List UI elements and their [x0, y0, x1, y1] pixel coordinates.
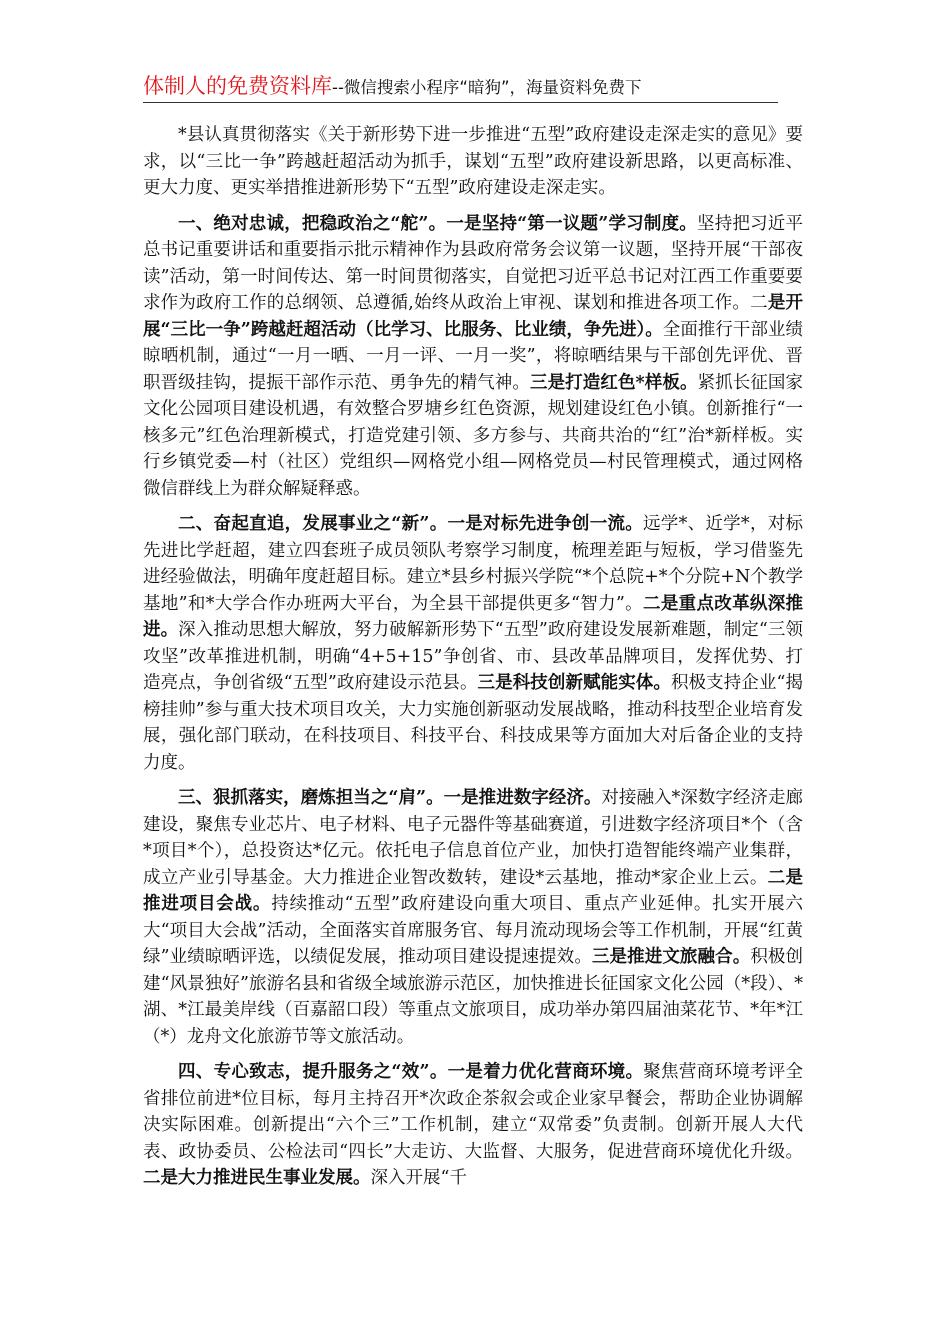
bold-text-run: 二是重点改革纵深推进。 — [143, 593, 804, 640]
text-run: 持续推动“五型”政府建设向重大项目、重点产业延伸。扎实开展六大“项目大会战”活动，全面落实首席服务官、每月流动现场会等工作机制，开展“红黄绿”业绩晾晒评选，以绩促发展，推动项目建设提速提效。 — [143, 894, 803, 967]
paragraph — [143, 211, 803, 503]
bold-text-run: 一、绝对忠诚，把稳政治之“舵”。一是坚持“第一议题”学习制度。 — [178, 213, 697, 234]
text-run: 积极支持企业“揭榜挂帅”参与重大技术项目攻关，大力实施创新驱动发展战略，推动科技型企业培育发展，强化部门联动，在科技项目、科技平台、科技成果等方面加大对后备企业的支持力度。 — [143, 673, 803, 773]
document-body — [143, 122, 803, 1201]
text-run: 积极创建“风景独好”旅游名县和省级全域旅游示范区，加快推进长征国家文化公园（*段）、*湖、*江最美岸线（百嘉韶口段）等重点文旅项目，成功举办第四届油菜花节、*年*江（*）龙舟文化旅游节等文旅活动。 — [143, 947, 804, 1047]
bold-text-run: 三是打造红色*样板。 — [530, 372, 698, 393]
paragraph — [143, 1059, 803, 1192]
text-run: 深入开展“千 — [370, 1168, 467, 1188]
bold-text-run: 二是推进项目会战。 — [143, 867, 804, 914]
bold-text-run: 三是科技创新赋能实体。 — [477, 673, 671, 693]
text-run: 紧抓长征国家文化公园项目建设机遇，有效整合罗塘乡红色资源，规划建设红色小镇。创新推行“一核多元”红色治理新模式，打造党建引领、多方参与、共商共治的“红”治*新样板。实行乡镇党委—村（社区）党组织—网格党小组—网格党员—村民管理模式，通过网格微信群线上为群众解疑释惑。 — [143, 372, 804, 499]
bold-text-run: 是开展“三比一争”跨越赶超活动（比学习、比服务、比业绩，争先进）。 — [143, 293, 803, 340]
bold-text-run: 二、奋起直追，发展事业之“新”。一是对标先进争创一流。 — [178, 514, 644, 534]
text-run: 对接融入*深数字经济走廊建设，聚焦专业芯片、电子材料、电子元器件等基础赛道，引进数字经济项目*个（含*项目*个），总投资达*亿元。依托电子信息首位产业，加快打造智能终端产业集群，成立产业引导基金。大力推进企业智改数转，建设*云基地，推动*家企业上云。 — [143, 788, 803, 888]
paragraph — [143, 785, 803, 1050]
paragraph — [143, 122, 803, 202]
text-run: *县认真贯彻落实《关于新形势下进一步推进“五型”政府建设走深走实的意见》要求，以“三比一争”跨越赶超活动为抓手，谋划“五型”政府建设新思路，以更高标准、更大力度、更实举措推进新形势下“五型”政府建设走深走实。 — [143, 125, 803, 198]
page-header — [143, 70, 778, 103]
bold-text-run: 三是推进文旅融合。 — [591, 947, 751, 967]
bold-text-run: 三、狠抓落实，磨炼担当之“肩”。一是推进数字经济。 — [178, 788, 602, 808]
header-brand: 体制人的免费资料库 — [143, 74, 332, 98]
text-run: 全面推行干部业绩晾晒机制，通过“一月一晒、一月一评、一月一奖”，将晾晒结果与干部创先评优、晋职晋级挂钩，提振干部作示范、勇争先的精气神。 — [143, 319, 804, 393]
text-run: 深入推动思想大解放，努力破解新形势下“五型”政府建设发展新难题，制定“三领攻坚”改革推进机制，明确“4+5+15”争创省、市、县改革品牌项目，发挥优势、打造亮点，争创省级“五型”政府建设示范县。 — [143, 620, 803, 693]
text-run: 远学*、近学*，对标先进比学赶超，建立四套班子成员领队考察学习制度，梳理差距与短板，学习借鉴先进经验做法，明确年度赶超目标。建立*县乡村振兴学院“*个总院+*个分院+N个教学基地”和*大学合作办班两大平台，为全县干部提供更多“智力”。 — [143, 514, 803, 614]
paragraph — [143, 511, 803, 776]
bold-text-run: 二是大力推进民生事业发展。 — [143, 1168, 371, 1188]
text-run: 聚焦营商环境考评全省排位前进*位目标，每月主持召开*次政企茶叙会或企业家早餐会，帮助企业协调解决实际困难。创新提出“六个三”工作机制，建立“双常委”负责制。创新开展人大代表、政协委员、公检法司“四长”大走访、大监督、大服务，促进营商环境优化升级。 — [143, 1062, 804, 1162]
header-tagline: --微信搜索小程序“暗狗”，海量资料免费下 — [332, 78, 642, 97]
bold-text-run: 四、专心致志，提升服务之“效”。一是着力优化营商环境。 — [178, 1062, 644, 1082]
text-run: 坚持把习近平总书记重要讲话和重要指示批示精神作为县政府常务会议第一议题，坚持开展“干部夜读”活动，第一时间传达、第一时间贯彻落实，自觉把习近平总书记对江西工作重要要求作为政府工作的总纲领、总遵循,始终从政治上审视、谋划和推进各项工作。二 — [143, 213, 804, 313]
